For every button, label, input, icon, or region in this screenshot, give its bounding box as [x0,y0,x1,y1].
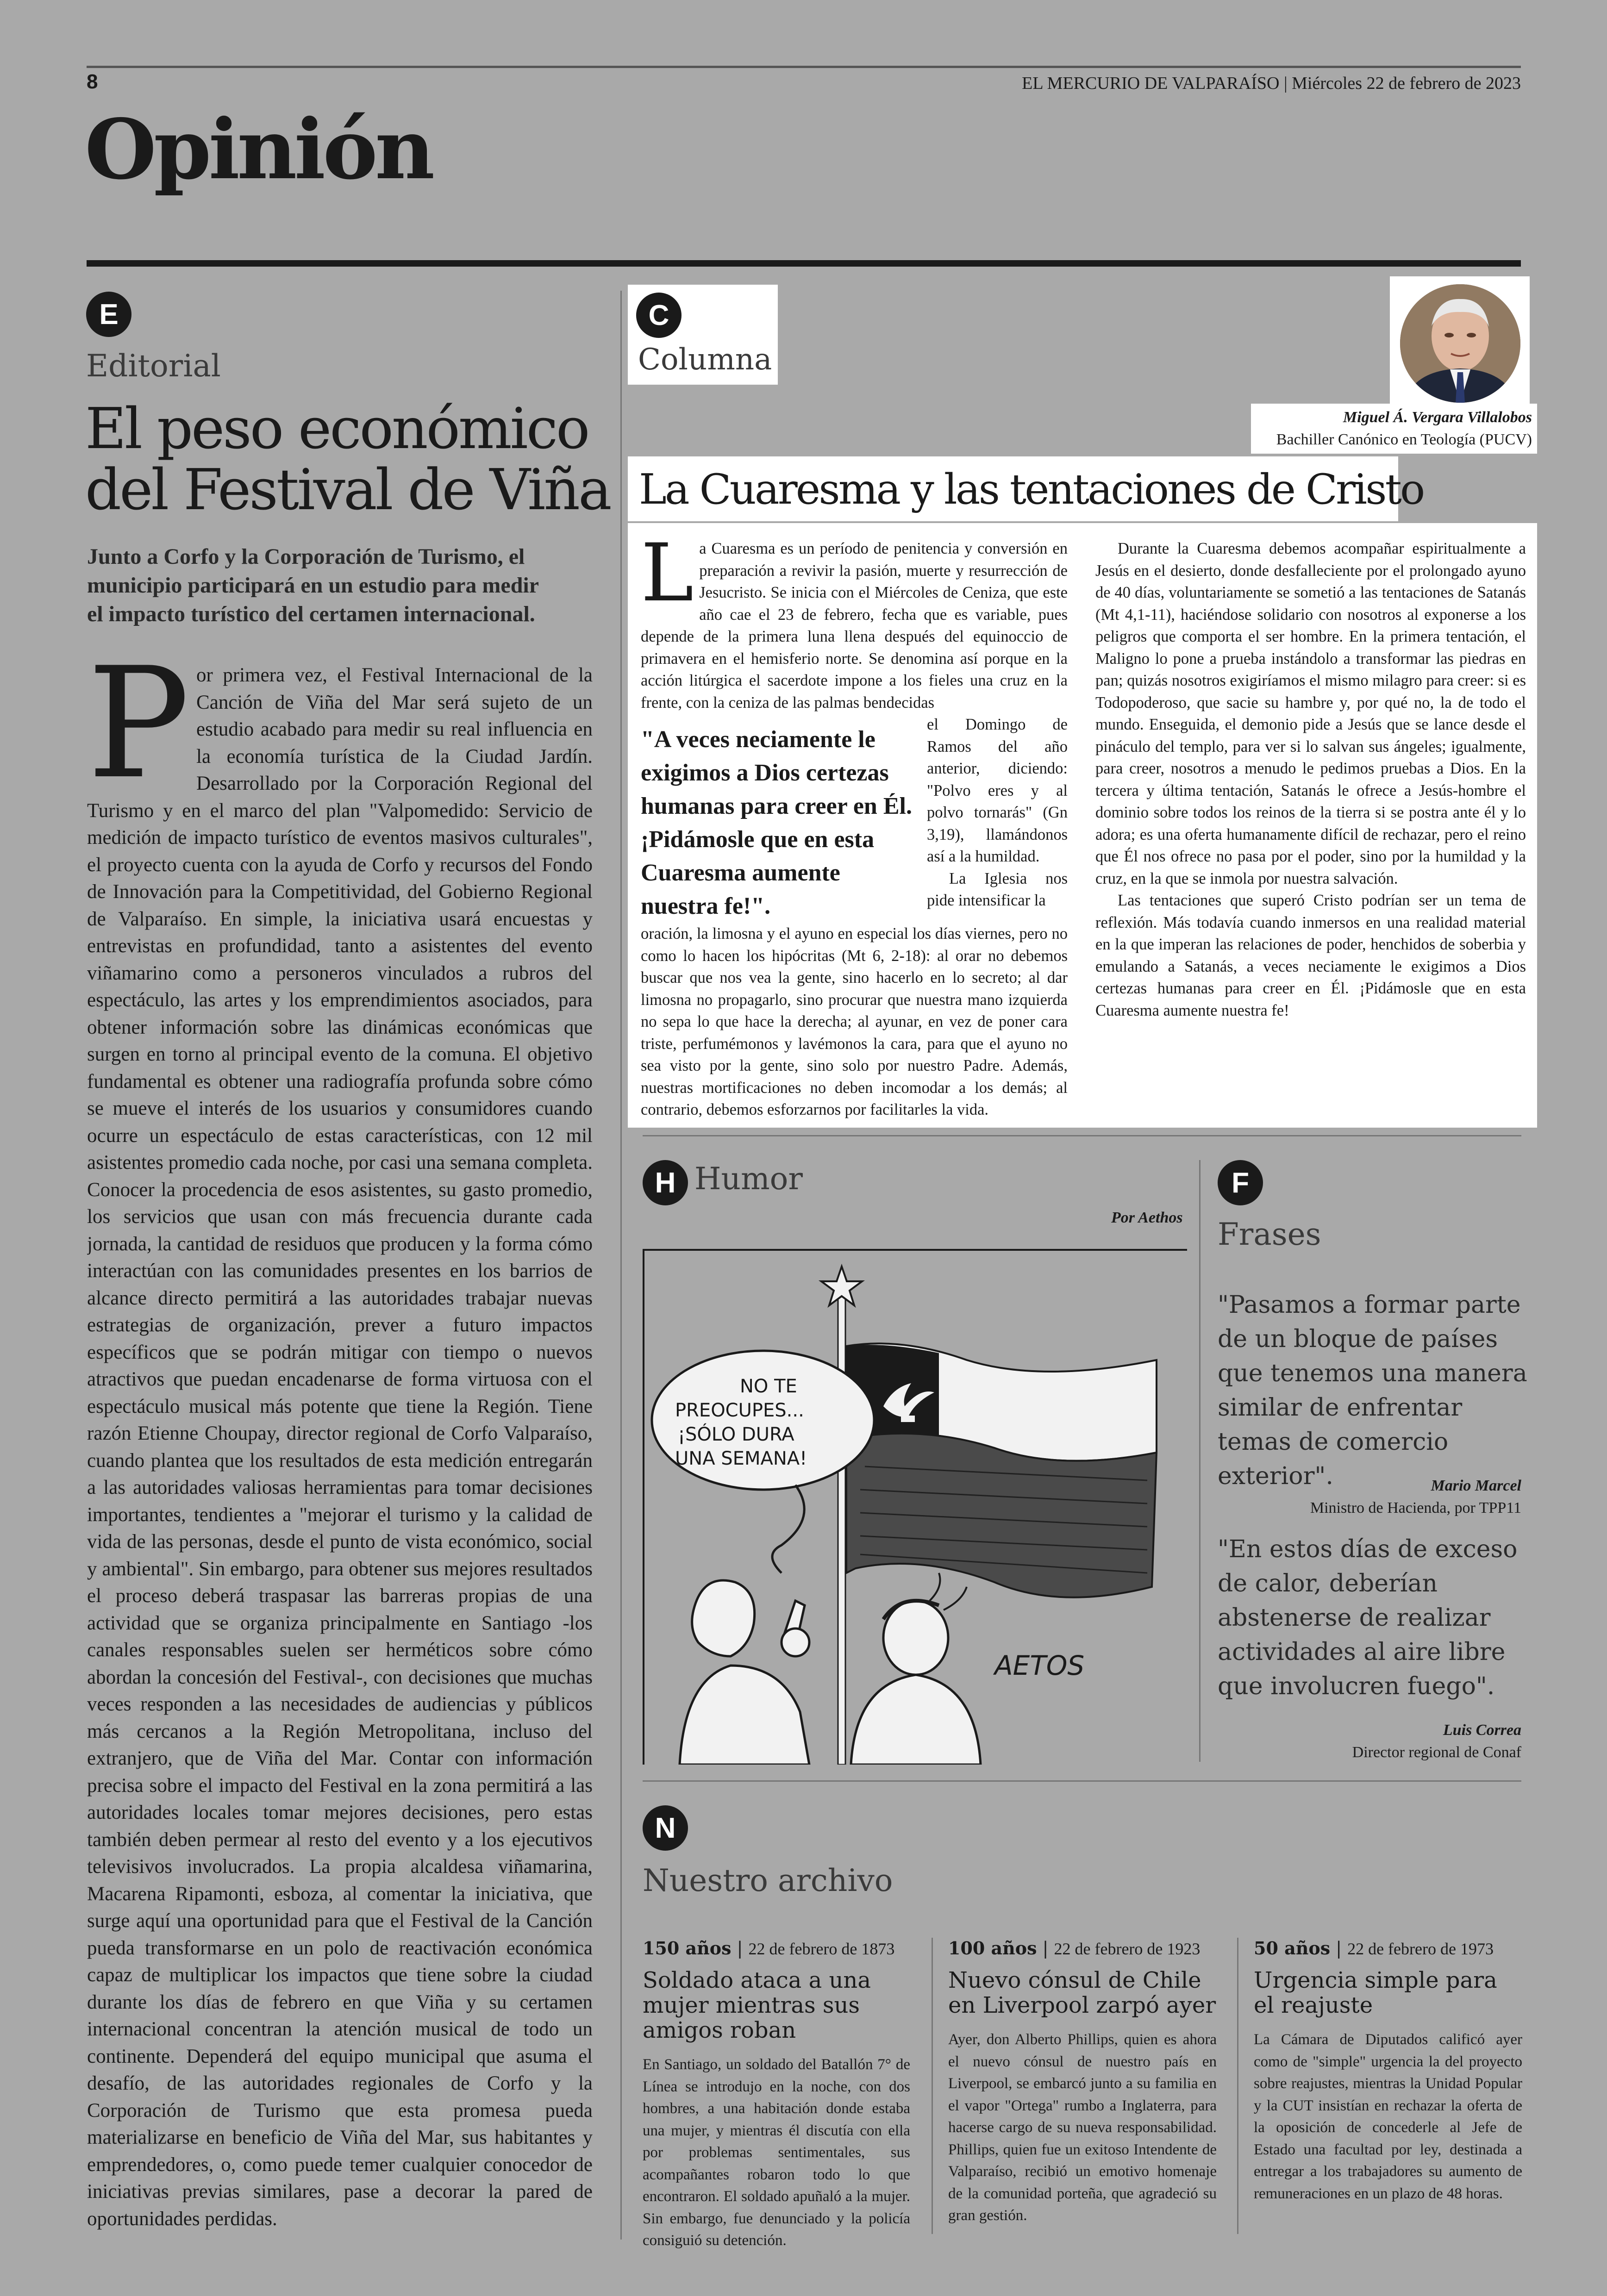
author-title: Bachiller Canónico en Teología (PUCV) [1276,431,1532,448]
editorial-badge: E [86,292,131,337]
archive-item-years: 150 años [643,1938,732,1959]
column-paragraph-3: Durante la Cuaresma debemos acompañar espiritualmente a Jesús en el desierto, donde desfalleciente por el prolongado ayuno de 40 días, voluntariamente se sometió a las tentaciones de Satanás (Mt 4,1-11), haciéndose solidario con nosotros al exponerse a los peligros que comporta el ser hombre. En la primera tentación, el Maligno lo pone a prueba instándolo a transformar las piedras en pan; quizás nosotros exigiríamos el mismo milagro para creer: si es Todopoderoso, que sacie su hambre y, por qué no, la de todo el mundo. Enseguida, el demonio pide a Jesús que se lance desde el pináculo del templo, para ver si lo salvan sus ángeles; igualmente, para creer, nosotros a menudo le pedimos pruebas a Dios. En la tercera y última tentación, Satanás le ofrece a Jesús-hombre el dominio sobre todos los reinos de la tierra si se postra ante él y lo adora; es una oferta humanamente difícil de rechazar, pero el reino que Él nos ofrece no pasa por el poder, sino por la humildad y la cruz, en la que se inmola por nuestra salvación. [1095,540,1526,887]
column-divider [620,291,622,2240]
editorial-title-line1: El peso económico [85,396,588,462]
editorial-body [87,662,593,2240]
section-title: Opinión [85,101,432,198]
cartoon [643,1249,1187,1765]
frases-quote-2: "En estos días de exceso de calor, deberían abstenerse de realizar actividades al aire libre que involucren fuego". [1218,1535,1518,1700]
archive-item: 100 años | 22 de febrero de 1923 Nuevo cónsul de Chile en Liverpool zarpó ayer Ayer, don Alberto Phillips, quien es ahora el nuevo cónsul de nuestro país en Liverpool, se embarcó junto a su familia en el vapor "Ortega" rumbo a Inglaterra, para hacerse cargo de su nueva responsabilidad. Phillips, quien fue un exitoso Intendente de Valparaíso, recibió un emotivo homenaje de la comunidad porteña, que agradeció su gran gestión. [948,1938,1217,2227]
editorial-lead [87,543,539,629]
frases-quote-2-title: Director regional de Conaf [1352,1744,1521,1761]
archive-divider-1 [932,1938,933,2234]
frases-quote-2-name: Luis Correa [1443,1722,1521,1739]
editorial-title [85,396,610,523]
editorial-title-line2: del Festival de Viña [85,457,610,523]
cartoon-bubble-line3: ¡SÓLO DURA [678,1424,794,1445]
frases-quote-1-title: Ministro de Hacienda, por TPP11 [1310,1499,1521,1516]
column-body-right [1095,538,1526,1121]
section-title-rule [87,260,1521,267]
archive-item-text: En Santiago, un soldado del Batallón 7° de Línea se introdujo en la noche, con dos hombres, a una habitación donde estaba una mujer, y mientras él discutía con ella por problemas sentimentales, sus acompañantes robaron todo lo que encontraron. El soldado apuñaló a la mujer. Sin embargo, fue denunciado y la policía consiguió su detención. [643,2056,910,2249]
editorial-body-text: or primera vez, el Festival Internacional de la Canción de Viña del Mar será sujeto de un estudio acabado para medir su real influencia en la economía turística de la Ciudad Jardín. Desarrollado por la Corporación Regional del Turismo y en el marco del plan "Valpomedido: Servicio de medición de impacto turístico de eventos masivos culturales", el proyecto cuenta con la ayuda de Corfo y recursos del Fondo de Innovación para la Competitividad, del Gobierno Regional de Valparaíso. En simple, la iniciativa usará encuestas y entrevistas en profundidad, tanto a asistentes del evento viñamarino como a personeros vinculados a rubros del espectáculo, las artes y los emprendimientos asociados, para obtener información sobre las dinámicas económicas que surgen en torno al principal evento de la comuna. El objetivo fundamental es obtener una radiografía profunda sobre cómo se mueve el interés de los usuarios y consumidores cuando ocurre un espectáculo de estas características, con 12 mil asistentes promedio cada noche, por casi una semana completa. Conocer la procedencia de esos asistentes, su gasto promedio, los servicios que usan con más frecuencia durante cada jornada, la cantidad de residuos que producen y la forma cómo interactúan con las comunidades presentes en los barrios de alcance directo permitirá a las autoridades trabajar nuevas estrategias de organización, prever a futuro impactos específicos que se podrán mitigar con tiempo o nuevos atractivos que puedan encadenarse de forma virtuosa con el espectáculo musical más potente que tiene la Región. Tiene razón Etienne Choupay, director regional de Corfo Valparaíso, cuando plantea que los resultados de esta medición entregarán a las autoridades valiosas herramientas para tomar decisiones importantes, tendientes a "mejorar el turismo y la calidad de vida de las personas, desde el punto de vista económico, social y ambiental". Sin embargo, para obtener sus mejores resultados el proceso deberá traspasar las barreras propias de una actividad que se organiza principalmente en Santiago -los canales responsables suelen ser herméticos sobre cómo abordan la concesión del Festival-, con decisiones que muchas veces responden a las necesidades de audiencias y públicos más cercanos a la Región Metropolitana, incluso del extranjero, que de Viña del Mar. Contar con información precisa sobre el impacto del Festival en la zona permitirá a las autoridades locales tomar mejores decisiones, pero estas también deben permear al resto del evento y a los ejecutivos televisivos involucrados. La propia alcaldesa viñamarina, Macarena Ripamonti, esboza, al comentar la iniciativa, que surge aquí una oportunidad para que el Festival de la Canción pueda transformarse en un polo de reactivación económica capaz de multiplicar los impactos que tiene sobre la ciudad durante los días de febrero en que Viña y su certamen internacional concentran la atención musical de todo un continente. Dependerá del equipo municipal que asuma el desafío, de las autoridades regionales de Corfo y la Corporación de Turismo que esta promesa pueda materializarse en beneficio de Viña del Mar, sus habitantes y emprendedores, o, como puede temer cualquier conocedor de iniciativas previas similares, pase a decorar la pared de oportunidades perdidas. [87,664,593,2230]
publication-name: EL MERCURIO DE VALPARAÍSO [1022,74,1280,93]
publication-dateline: EL MERCURIO DE VALPARAÍSO | Miércoles 22 de febrero de 2023 [1022,74,1521,93]
archive-item: 150 años | 22 de febrero de 1873 Soldado ataca a una mujer mientras sus amigos roban En Santiago, un soldado del Batallón 7° de Línea se introdujo en la noche, con dos hombres, a una habitación donde estaba una mujer, y mientras él discutía con ella por problemas sentimentales, sus acompañantes robaron todo lo que encontraron. El soldado apuñaló a la mujer. Sin embargo, fue denunciado y la policía consiguió su detención. [643,1938,910,2252]
author-photo [1400,284,1520,403]
frases-quote-1: "Pasamos a formar parte de un bloque de países que tenemos una manera similar de enfrentar temas de comercio exterior". [1218,1291,1527,1490]
archive-top-rule [643,1780,1521,1782]
issue-date: Miércoles 22 de febrero de 2023 [1292,74,1521,93]
frases-quote-1-name: Mario Marcel [1431,1477,1521,1494]
humor-byline: Por Aethos [1111,1209,1183,1226]
archive-divider-2 [1237,1938,1238,2234]
column-dropcap: L [641,538,694,619]
cartoon-illustration [643,1249,1187,1765]
cartoon-signature: AETOS [994,1650,1085,1681]
archive-item-title: Soldado ataca a una mujer mientras sus amigos roban [643,1967,871,2043]
archive-label: Nuestro archivo [643,1863,893,1898]
column-paragraph-2: oración, la limosna y el ayuno en especial los días viernes, pero no como lo hacen los hipócritas (Mt 6, 2-18): al orar no debemos buscar que nos vea la gente, sino hacerlo en lo secreto; al dar limosna no propagarlo, sino procurar que nuestra mano izquierda no sepa lo que hace la derecha; al ayunar, en vez de poner cara triste, perfumémonos y lavémonos la cara, para que el ayuno no sea visto por la gente, sino solo por nuestro Padre. Además, nuestras mortificaciones no deben incomodar a los demás; al contrario, debemos esforzarnos por facilitarles la vida. [641,925,1068,1118]
cartoon-bubble-line4: UNA SEMANA! [675,1448,807,1469]
frases-badge: F [1218,1160,1263,1205]
archive-item-text: Ayer, don Alberto Phillips, quien es ahora el nuevo cónsul de nuestro país en Liverpool, se embarcó junto a su familia en el vapor "Ortega" rumbo a Inglaterra, para hacerse cargo de su nueva responsabilidad. Phillips, quien fue un exitoso Intendente de Valparaíso, recibió un emotivo homenaje de la comunidad porteña, que agradeció su gran gestión. [948,2031,1217,2224]
column-paragraph-1-side: el Domingo de Ramos del año anterior, diciendo: "Polvo eres y al polvo tornarás" (Gn 3,19), llamándonos así a la humildad. [927,716,1068,865]
archive-item-text: La Cámara de Diputados calificó ayer como de "simple" urgencia la del proyecto sobre reajustes, mientras la Unidad Popular y la CUT insistían en rechazar la oferta de la oposición de concederle al Jefe de Estado una facultad por ley, destinada a entregar a los trabajadores su aumento de remuneraciones en un plazo de 48 horas. [1254,2031,1522,2202]
editorial-dropcap: P [87,662,190,812]
archive-item-title: Nuevo cónsul de Chile en Liverpool zarpó ayer [948,1967,1216,2018]
column-body-left [641,538,1068,1121]
frases-label: Frases [1218,1217,1321,1252]
frases-quote-1-attribution [1218,1475,1521,1519]
page-number: 8 [87,70,98,93]
column-paragraph-2-side: La Iglesia nos pide intensificar la [927,869,1068,909]
humor-label: Humor [694,1161,803,1197]
column-paragraph-4: Las tentaciones que superó Cristo podrían ser un tema de reflexión. Más todavía cuando inmersos en una realidad material en la que imperan las relaciones de poder, henchidos de soberbia y emulando a Satanás, a veces neciamente le exigimos a Dios certezas humanas para creer en Él. ¡Pidámosle que en esta Cuaresma aumente nuestra fe! [1095,892,1526,1019]
column-pullquote: "A veces neciamente le exigimos a Dios certezas humanas para creer en Él. ¡Pidámosle que en esta Cuaresma aumente nuestra fe!". [641,726,912,919]
column-label: Columna [638,343,772,377]
column-badge: C [636,293,682,338]
archive-item-years: 50 años [1254,1938,1331,1959]
archive-badge: N [643,1805,688,1851]
cartoon-bubble-line1: NO TE [740,1376,797,1397]
archive-item: 50 años | 22 de febrero de 1973 Urgencia simple para el reajuste La Cámara de Diputados calificó ayer como de "simple" urgencia la del proyecto sobre reajustes, mientras la Unidad Popular y la CUT insistían en rechazar la oferta de la oposición de concederle al Jefe de Estado una facultad por ley, destinada a entregar a los trabajadores su aumento de remuneraciones en un plazo de 48 horas. [1254,1938,1522,2205]
humor-badge: H [643,1160,688,1205]
column-paragraph-1: a Cuaresma es un período de penitencia y conversión en preparación a revivir la pasión, muerte y resurrección de Jesucristo. Se inicia con el Miércoles de Ceniza, que este año cae el 23 de febrero, fecha que es variable, pues depende de la primera luna llena después del equinoccio de primavera en el hemisferio norte. Se denomina así porque en la acción litúrgica el sacerdote impone a los fieles una cruz en la frente, con la ceniza de las palmas bendecidas [641,540,1068,711]
pullquote-block [641,714,919,923]
editorial-label: Editorial [86,348,221,384]
column-title: La Cuaresma y las tentaciones de Cristo [639,465,1424,514]
archive-item-date: 22 de febrero de 1923 [1054,1940,1201,1958]
cartoon-bubble-line2: PREOCUPES... [675,1400,804,1421]
archive-item-years: 100 años [948,1938,1037,1959]
column-bottom-rule [643,1135,1521,1136]
archive-item-date: 22 de febrero de 1873 [748,1940,895,1958]
editorial-lead-line3: el impacto turístico del certamen internacional. [87,602,535,626]
humor-frases-divider [1199,1160,1201,1762]
editorial-lead-line2: municipio participará en un estudio para medir [87,573,539,598]
author-portrait-icon [1400,284,1520,403]
top-rule [87,66,1521,68]
author-caption [1276,406,1532,451]
archive-item-date: 22 de febrero de 1973 [1347,1940,1494,1958]
archive-item-title: Urgencia simple para el reajuste [1254,1967,1497,2018]
author-name: Miguel Á. Vergara Villalobos [1343,409,1532,426]
editorial-lead-line1: Junto a Corfo y la Corporación de Turismo, el [87,544,525,569]
frases-quote-2-attribution [1218,1719,1521,1764]
